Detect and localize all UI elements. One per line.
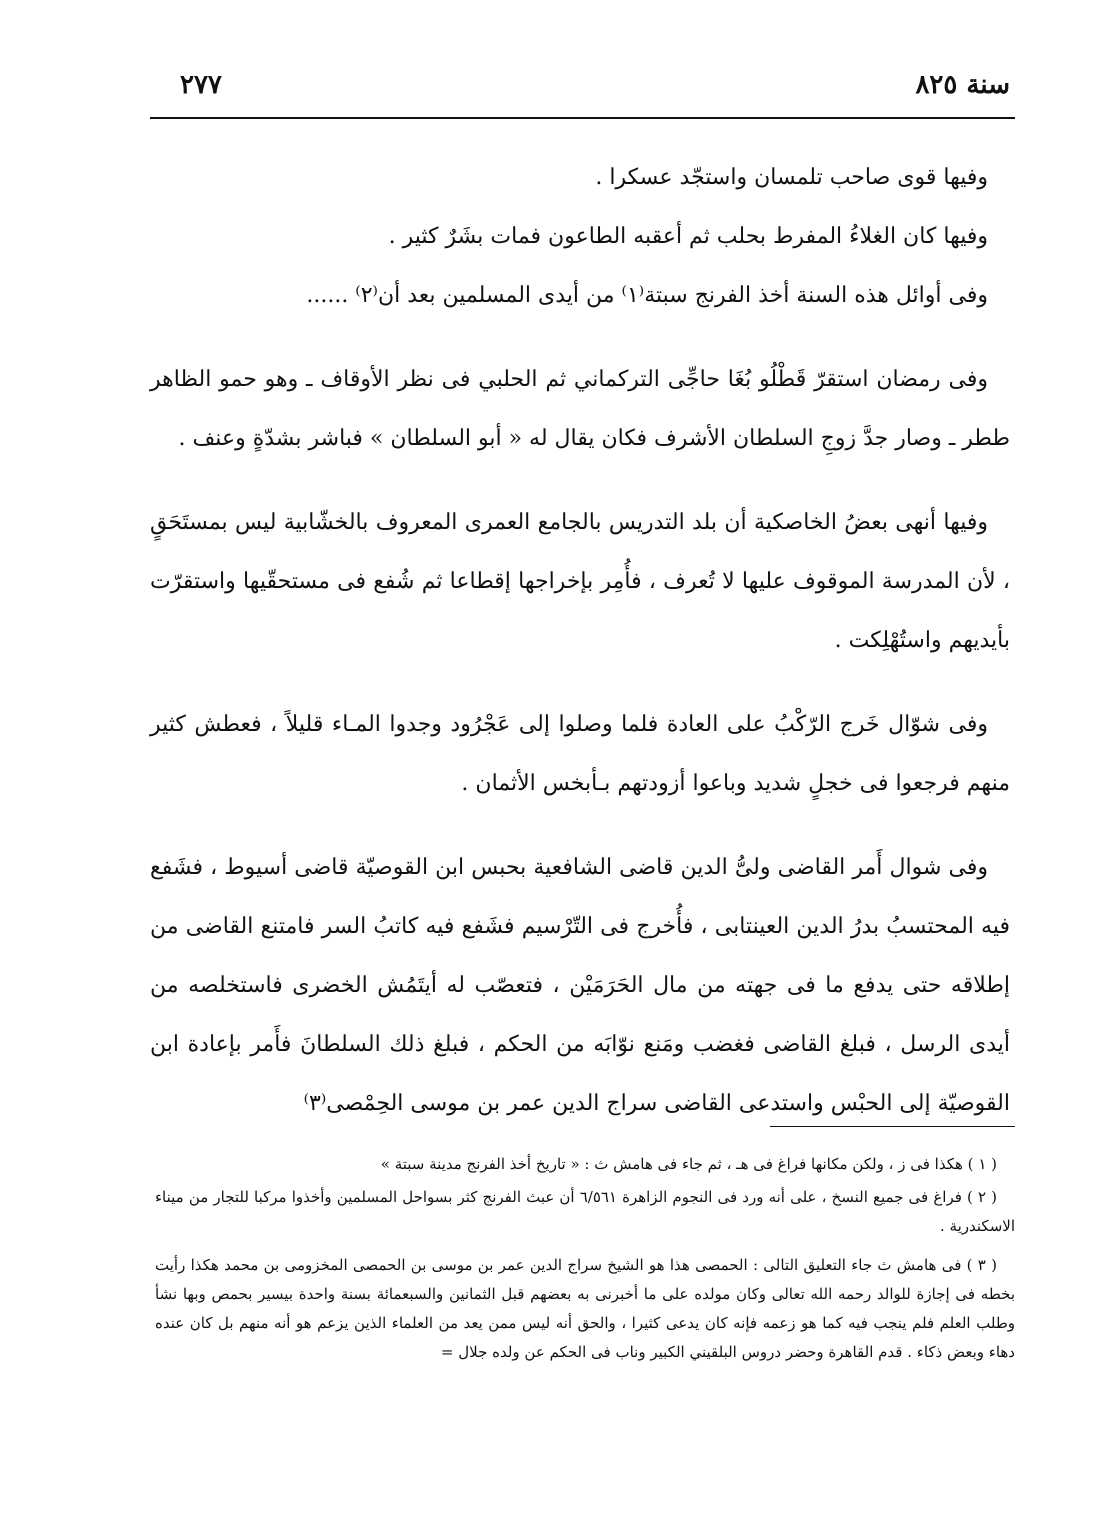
- paragraph: وفيها أنهى بعضُ الخاصكية أن بلد التدريس بالجامع العمرى المعروف بالخشّابية ليس بمستَحَقٍ ، لأن المدرسة الموقوف عليها لا تُعرف ، فأُمِر بإخراجها إقطاعا ثم شُفع فى مستحقّيها واستقرّت بأيديهم واستُهْلِكت .: [150, 510, 1010, 653]
- paragraph: وفى أوائل هذه السنة أخذ الفرنج سبتة⁽١⁾ من أيدى المسلمين بعد أن⁽٢⁾ ......: [306, 283, 988, 308]
- page-number: ٢٧٧: [180, 70, 222, 100]
- footnotes: [155, 1150, 1015, 1371]
- footnote-separator: [770, 1126, 1015, 1127]
- header-year: سنة ٨٢٥: [915, 70, 1010, 100]
- paragraph: وفيها قوى صاحب تلمسان واستجّد عسكرا .: [595, 165, 988, 190]
- paragraph: وفى شوّال خَرج الرّكْبُ على العادة فلما وصلوا إلى عَجْرُود وجدوا المـاء قليلاً ، فعطش كثير منهم فرجعوا فى خجلٍ شديد وباعوا أزودتهم بـأبخس الأثمان .: [150, 712, 1010, 796]
- running-header: [150, 70, 1010, 110]
- header-rule: [150, 117, 1015, 119]
- paragraph: وفى شوال أَمر القاضى ولىُّ الدين قاضى الشافعية بحبس ابن القوصيّة قاضى أسيوط ، فشَفع فيه المحتسبُ بدرُ الدين العينتابى ، فأُخرج فى التّرْسيم فشَفع فيه كاتبُ السر فامتنع القاضى من إطلاقه حتى يدفع ما فى جهته من مال الحَرَمَيْن ، فتعصّب له أيتَمُش الخضرى فاستخلصه من أيدى الرسل ، فبلغ القاضى فغضب ومَنع نوّابَه من الحكم ، فبلغ ذلك السلطانَ فأَمر بإعادة ابن القوصيّة إلى الحبْس واستدعى القاضى سراج الدين عمر بن موسى الحِمْصى⁽٣⁾: [150, 855, 1010, 1116]
- footnote: ( ١ ) هكذا فى ز ، ولكن مكانها فراغ فى هـ ، ثم جاء فى هامش ث : « تاريخ أخذ الفرنج مدينة سبتة »: [380, 1155, 997, 1173]
- paragraph: وفيها كان الغلاءُ المفرط بحلب ثم أعقبه الطاعون فمات بشَرٌ كثير .: [388, 224, 988, 249]
- footnote: ( ٢ ) فراغ فى جميع النسخ ، على أنه ورد فى النجوم الزاهرة ٦/٥٦١ أن عبث الفرنج كثر بسواحل المسلمين وأخذوا مركبا للتجار من ميناء الاسكندرية .: [155, 1188, 1015, 1235]
- main-text: [150, 148, 1010, 1133]
- paragraph: وفى رمضان استقرّ قَطْلُو بُغَا حاجِّى التركماني ثم الحلبي فى نظر الأوقاف ـ وهو حمو الظاهر ططر ـ وصار جدَّ زوجِ السلطان الأشرف فكان يقال له « أبو السلطان » فباشر بشدّةٍ وعنف .: [150, 367, 1010, 451]
- footnote: ( ٣ ) فى هامش ث جاء التعليق التالى : الحمصى هذا هو الشيخ سراج الدين عمر بن موسى بن الحمصى المخزومى بن محمد هكذا رأيت بخطه فى إجازة للوالد رحمه الله تعالى وكان مولده على ما أخبرنى به بعضهم قبل الثمانين والسبعمائة بسنة واحدة بيسير بحمص وبها نشأ وطلب العلم فلم ينجب فيه كما هو زعمه فإنه كان يدعى كثيرا ، والحق أنه ليس ممن يعد من العلماء الذين يزعم هو أنه منهم بل كان عنده دهاء وبعض ذكاء . قدم القاهرة وحضر دروس البلقيني الكبير وناب فى الحكم عن ولده جلال =: [155, 1256, 1015, 1361]
